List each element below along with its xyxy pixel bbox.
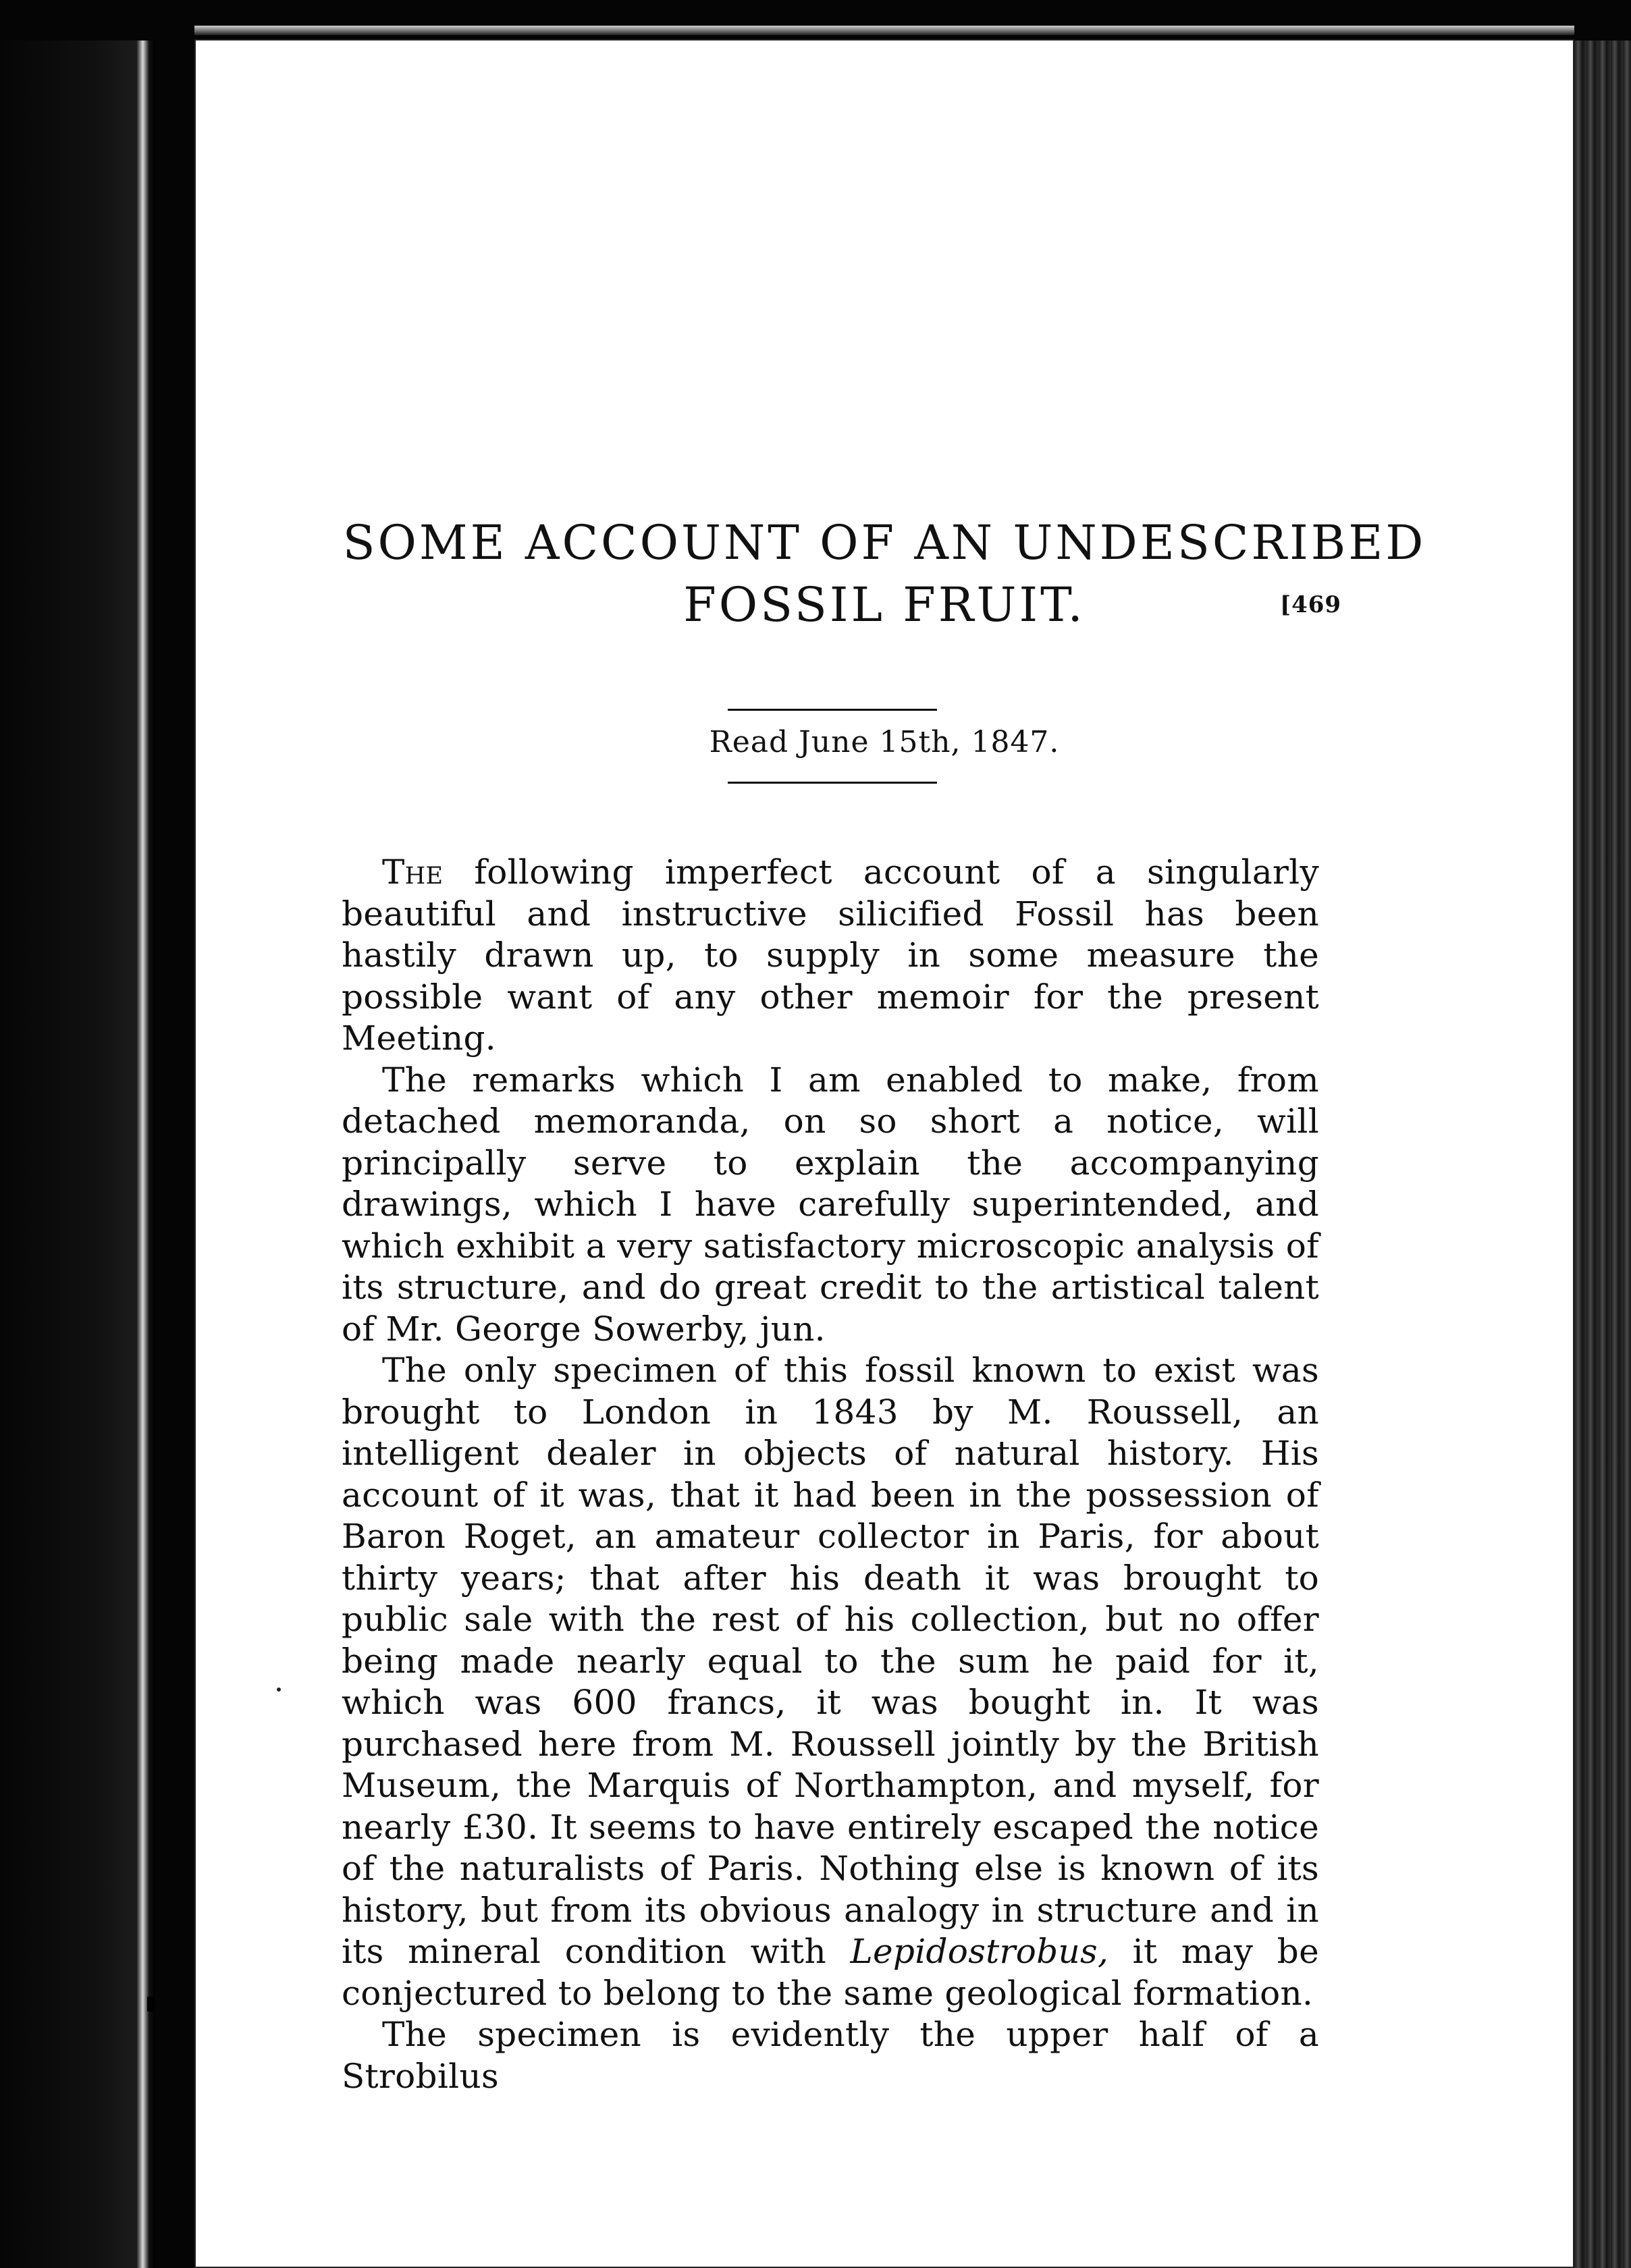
title-line-1: SOME ACCOUNT OF AN UNDESCRIBED — [342, 515, 1426, 570]
rule-below-date — [728, 782, 937, 784]
paragraph-1-text: following imperfect account of a singularly beautiful and instructive silicified Fossil has been hastily drawn up, to supply in some measure the possible want of any other memoir for the present Meeting. — [342, 853, 1319, 1058]
paragraph-4: The specimen is evidently the upper half of a Strobilus — [342, 2015, 1319, 2096]
paragraph-3-text-a: The only specimen of this fossil known to exist was brought to London in 1843 by M. Roussell, an intelligent dealer in objects of natural history. His account of it was, that it had been in the possession of Baron Roget, an amateur collector in Paris, for about thirty years; that after his death it was brought to public sale with the rest of his collection, but no offer being made nearly equal to the sum he paid for it, which was 600 francs, it was bought in. It was purchased here from M. Roussell jointly by the British Museum, the Marquis of Northampton, and myself, for nearly £30. It seems to have entirely escaped the notice of the naturalists of Paris. Nothing else is known of its history, but from its obvious analogy in structure and in its mineral condition with — [342, 1351, 1319, 1971]
page-stack-edge — [1574, 40, 1631, 2268]
page-reference: [469 — [1280, 591, 1342, 618]
read-date: Read June 15th, 1847. — [709, 725, 1060, 759]
paragraph-3-text-b: it may be conjectured to belong to the same geological formation. — [342, 1932, 1319, 2013]
paragraph-3 — [342, 1350, 1319, 2014]
margin-speck — [277, 1688, 281, 1692]
paragraph-1 — [342, 852, 1319, 1060]
article-title — [194, 512, 1574, 636]
article-body — [342, 852, 1319, 2097]
genus-name: Lepidostrobus, — [850, 1932, 1109, 1971]
margin-mark — [147, 1997, 154, 2012]
title-line-2: FOSSIL FRUIT. — [683, 577, 1086, 632]
page-top-edge — [194, 26, 1574, 35]
paragraph-1-lead: The — [382, 853, 444, 892]
rule-above-date — [728, 709, 937, 711]
facing-page-edge — [0, 40, 155, 2268]
paragraph-2: The remarks which I am enabled to make, from detached memoranda, on so short a notice, will principally serve to explain the accompanying drawings, which I have carefully superintended, and which exhibit a very satisfactory microscopic analysis of its structure, and do great credit to the artistical talent of Mr. George Sowerby, jun. — [342, 1060, 1319, 1349]
